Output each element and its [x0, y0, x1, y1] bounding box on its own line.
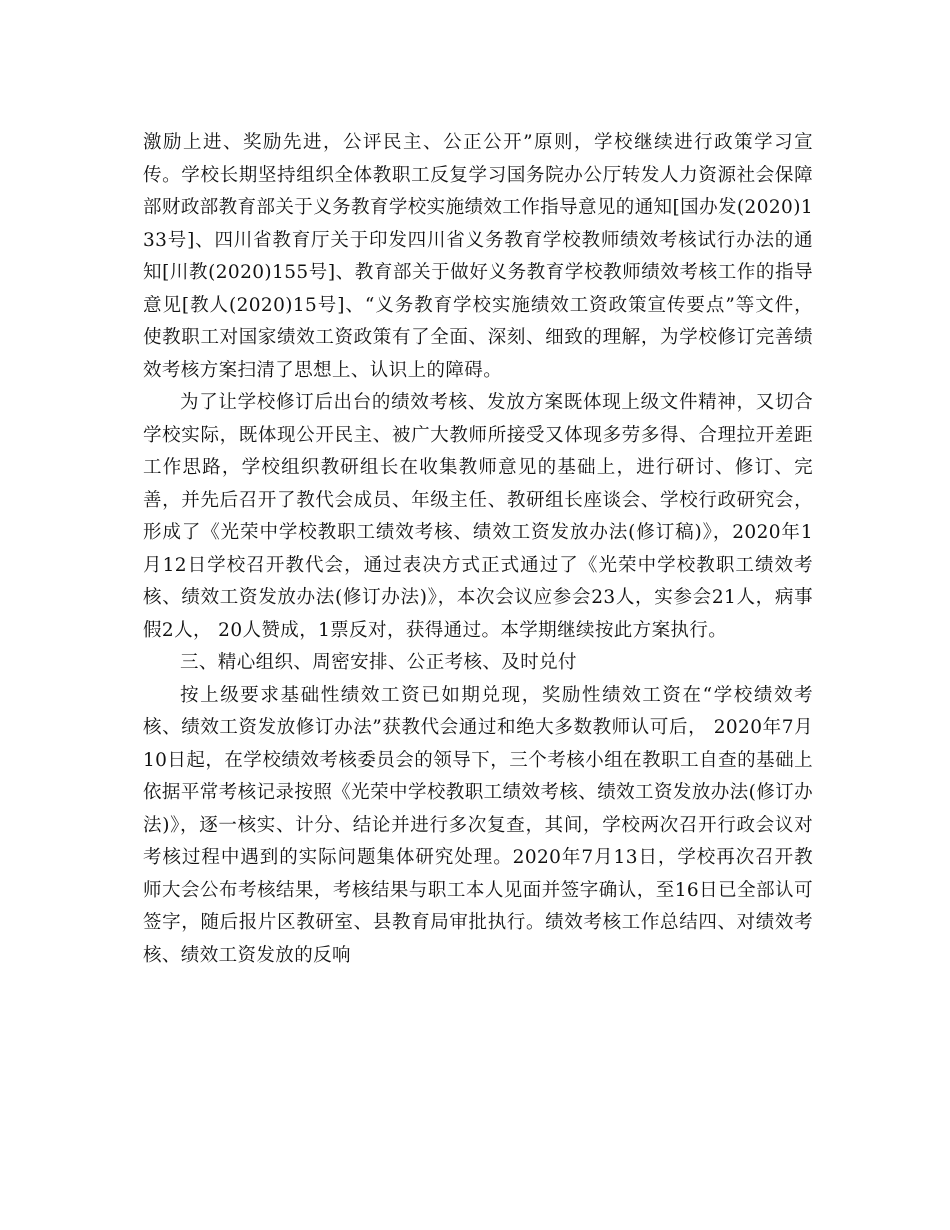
paragraph-revision-process: 为了让学校修订后出台的绩效考核、发放方案既体现上级文件精神，又切合学校实际，既体现公开民主、被广大教师所接受又体现多劳多得、合理拉开差距工作思路，学校组织教研组长在收集教师意见的基础上，进行研讨、修订、完善，并先后召开了教代会成员、年级主任、教研组长座谈会、学校行政研究会，形成了《光荣中学校教职工绩效考核、绩效工资发放办法(修订稿)》，2020年1月12日学校召开教代会，通过表决方式正式通过了《光荣中学校教职工绩效考核、绩效工资发放办法(修订办法)》，本次会议应参会23人，实参会21人，病事假2人， 20人赞成，1票反对，获得通过。本学期继续按此方案执行。 [143, 392, 813, 641]
section-heading-three: 三、精心组织、周密安排、公正考核、及时兑付 [180, 652, 577, 673]
paragraph-policy-study: 激励上进、奖励先进，公评民主、公正公开”原则，学校继续进行政策学习宣传。学校长期坚持组织全体教职工反复学习国务院办公厅转发人力资源社会保障部财政部教育部关于义务教育学校实施绩效工作指导意见的通知[国办发(2020)133号]、四川省教育厅关于印发四川省义务教育学校教师绩效考核试行办法的通知[川教(2020)155号]、教育部关于做好义务教育学校教师绩效考核工作的指导意见[教人(2020)15号]、“义务教育学校实施绩效工资政策宣传要点”等文件，使教职工对国家绩效工资政策有了全面、深刻、细致的理解，为学校修订完善绩效考核方案扫清了思想上、认识上的障碍。 [143, 132, 813, 381]
document-body [143, 127, 813, 972]
paragraph-assessment-process: 按上级要求基础性绩效工资已如期兑现，奖励性绩效工资在“学校绩效考核、绩效工资发放修订办法”获教代会通过和绝大多数教师认可后， 2020年7月10日起，在学校绩效考核委员会的领导下，三个考核小组在教职工自查的基础上依据平常考核记录按照《光荣中学校教职工绩效考核、绩效工资发放办法(修订办法)》，逐一核实、计分、结论并进行多次复查，其间，学校两次召开行政会议对考核过程中遇到的实际问题集体研究处理。2020年7月13日，学校再次召开教师大会公布考核结果，考核结果与职工本人见面并签字确认，至16日已全部认可签字，随后报片区教研室、县教育局审批执行。绩效考核工作总结四、对绩效考核、绩效工资发放的反响 [143, 684, 813, 966]
